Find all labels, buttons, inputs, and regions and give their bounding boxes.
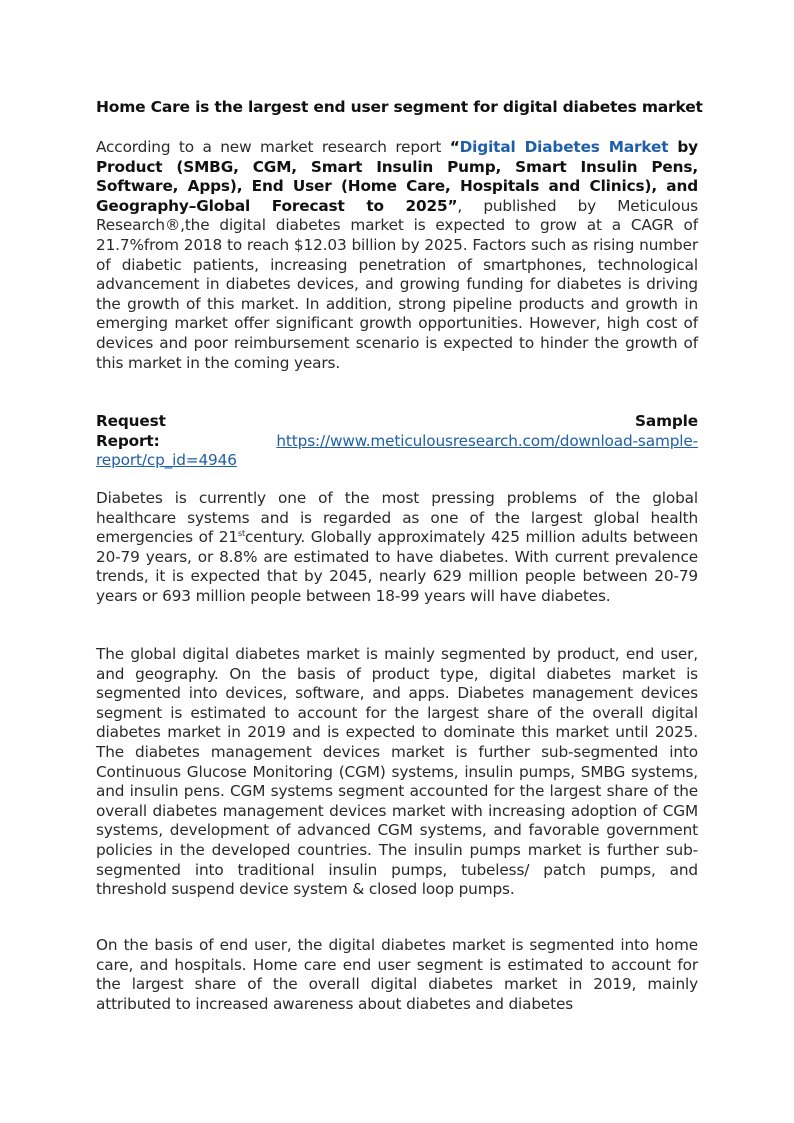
sample-word: Sample <box>635 412 698 430</box>
report-title-open-quote: “ <box>449 138 460 156</box>
intro-paragraph <box>96 138 698 373</box>
segmentation-paragraph: The global digital diabetes market is mainly segmented by product, end user, and geography. On the basis of product type, digital diabetes market is segmented into devices, software, and apps. Diabetes management devices segment is estimated to account for the largest share of the overall digital diabetes market in 2019 and is expected to dominate this market until 2025. The diabetes management devices market is further sub-segmented into Continuous Glucose Monitoring (CGM) systems, insulin pumps, SMBG systems, and insulin pens. CGM systems segment accounted for the largest share of the overall diabetes management devices market with increasing adoption of CGM systems, development of advanced CGM systems, and favorable government policies in the developed countries. The insulin pumps market is further sub-segmented into traditional insulin pumps, tubeless/ patch pumps, and threshold suspend device system & closed loop pumps. <box>96 645 698 899</box>
overview-part1: Diabetes is currently one of the most pressing problems of the global healthcare systems and is regarded as one of the largest global health emergencies of 21 <box>96 489 698 547</box>
request-sample-block <box>96 412 698 471</box>
request-word: Request <box>96 412 166 430</box>
end-user-paragraph: On the basis of end user, the digital diabetes market is segmented into home care, and hospitals. Home care end user segment is estimated to account for the largest share of the overall digital diabetes market in 2019, mainly attributed to increased awareness about diabetes and diabetes <box>96 936 698 1013</box>
request-report-line <box>96 432 698 471</box>
report-label: Report: <box>96 431 160 450</box>
request-sample-line <box>96 412 698 432</box>
ordinal-suffix: st <box>237 529 245 539</box>
intro-body: , published by Meticulous Research®,the digital diabetes market is expected to grow at a CAGR of 21.7%from 2018 to reach $12.03 billion by 2025. Factors such as rising number of diabetic patients, increasing penetration of smartphones, technological advancement in diabetes devices, and growing funding for diabetes is driving the growth of this market. In addition, strong pipeline products and growth in emerging market offer significant growth opportunities. However, high cost of devices and poor reimbursement scenario is expected to hinder the growth of this market in the coming years. <box>96 196 698 372</box>
overview-part2: century. Globally approximately 425 million adults between 20-79 years, or 8.8% are estimated to have diabetes. With current prevalence trends, it is expected that by 2045, nearly 629 million people between 20-79 years or 693 million people between 18-99 years will have diabetes. <box>96 528 698 605</box>
report-title-link[interactable]: Digital Diabetes Market <box>459 138 669 156</box>
diabetes-overview-paragraph <box>96 489 698 607</box>
report-title-rest: by Product (SMBG, CGM, Smart Insulin Pump, Smart Insulin Pens, Software, Apps), End User (Home Care, Hospitals and Clinics), and Geography–Global Forecast to 2025” <box>96 138 698 215</box>
sample-report-link[interactable]: https://www.meticulousresearch.com/download-sample-report/cp_id=4946 <box>96 431 698 470</box>
intro-text: According to a new market research report <box>96 138 450 156</box>
page-heading: Home Care is the largest end user segment for digital diabetes market <box>96 98 703 116</box>
